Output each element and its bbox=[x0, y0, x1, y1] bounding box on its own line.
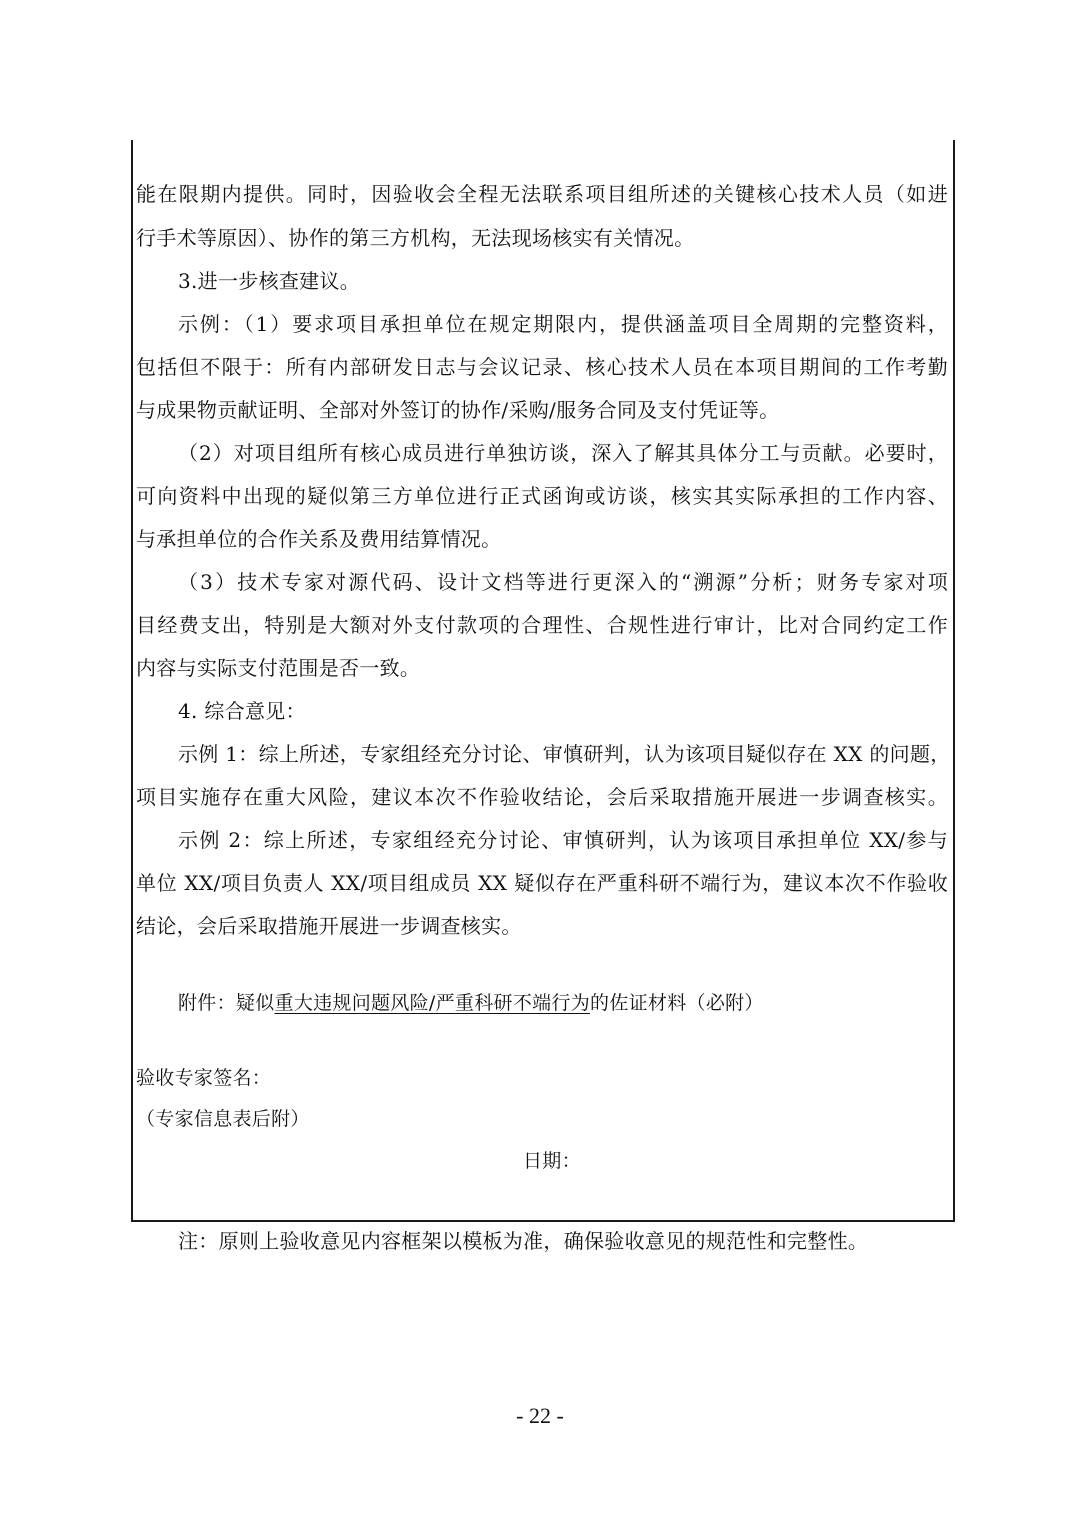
section-heading-further-check: 3.进一步核查建议。 bbox=[178, 269, 361, 293]
attachment-prefix: 附件：疑似 bbox=[178, 992, 275, 1014]
expert-info-note: （专家信息表后附） bbox=[136, 1108, 310, 1130]
paragraph-line: 项目实施存在重大风险，建议本次不作验收结论，会后采取措施开展进一步调查核实。 bbox=[136, 785, 948, 809]
date-label: 日期： bbox=[523, 1150, 581, 1172]
paragraph-line: 示例 2：综上所述，专家组经充分讨论、审慎研判，认为该项目承担单位 XX/参与 bbox=[178, 828, 948, 852]
paragraph-line: 可向资料中出现的疑似第三方单位进行正式函询或访谈，核实其实际承担的工作内容、 bbox=[136, 484, 948, 508]
paragraph-line: 结论，会后采取措施开展进一步调查核实。 bbox=[136, 914, 522, 938]
paragraph-line: 示例 1：综上所述，专家组经充分讨论、审慎研判，认为该项目疑似存在 XX 的问题， bbox=[178, 742, 951, 766]
attachment-underlined: 重大违规问题风险/严重科研不端行为 bbox=[274, 992, 591, 1014]
paragraph-line: 目经费支出，特别是大额对外支付款项的合理性、合规性进行审计，比对合同约定工作 bbox=[136, 613, 948, 637]
attachment-line bbox=[178, 990, 764, 1016]
paragraph-line: 与承担单位的合作关系及费用结算情况。 bbox=[136, 527, 502, 551]
paragraph-line: 能在限期内提供。同时，因验收会全程无法联系项目组所述的关键核心技术人员（如进 bbox=[136, 182, 948, 206]
attachment-suffix: 的佐证材料（必附） bbox=[590, 992, 764, 1014]
paragraph-line: 与成果物贡献证明、全部对外签订的协作/采购/服务合同及支付凭证等。 bbox=[136, 398, 780, 422]
paragraph-line: （3）技术专家对源代码、设计文档等进行更深入的“溯源”分析；财务专家对项 bbox=[178, 570, 948, 594]
paragraph-line: 单位 XX/项目负责人 XX/项目组成员 XX 疑似存在严重科研不端行为，建议本次不作验收 bbox=[136, 871, 948, 895]
page-number: - 22 - bbox=[516, 1403, 564, 1428]
paragraph-line: 示例：（1）要求项目承担单位在规定期限内，提供涵盖项目全周期的完整资料， bbox=[178, 312, 948, 336]
paragraph-line: 内容与实际支付范围是否一致。 bbox=[136, 656, 421, 680]
section-heading-overall-opinion: 4. 综合意见： bbox=[178, 699, 306, 723]
expert-signature-label: 验收专家签名： bbox=[136, 1067, 272, 1089]
opinion-table-frame bbox=[131, 140, 955, 1222]
paragraph-line: （2）对项目组所有核心成员进行单独访谈，深入了解其具体分工与贡献。必要时， bbox=[178, 441, 948, 465]
paragraph-line: 包括但不限于：所有内部研发日志与会议记录、核心技术人员在本项目期间的工作考勤 bbox=[136, 355, 948, 379]
footnote: 注：原则上验收意见内容框架以模板为准，确保验收意见的规范性和完整性。 bbox=[178, 1229, 869, 1253]
paragraph-line: 行手术等原因）、协作的第三方机构，无法现场核实有关情况。 bbox=[136, 226, 695, 250]
